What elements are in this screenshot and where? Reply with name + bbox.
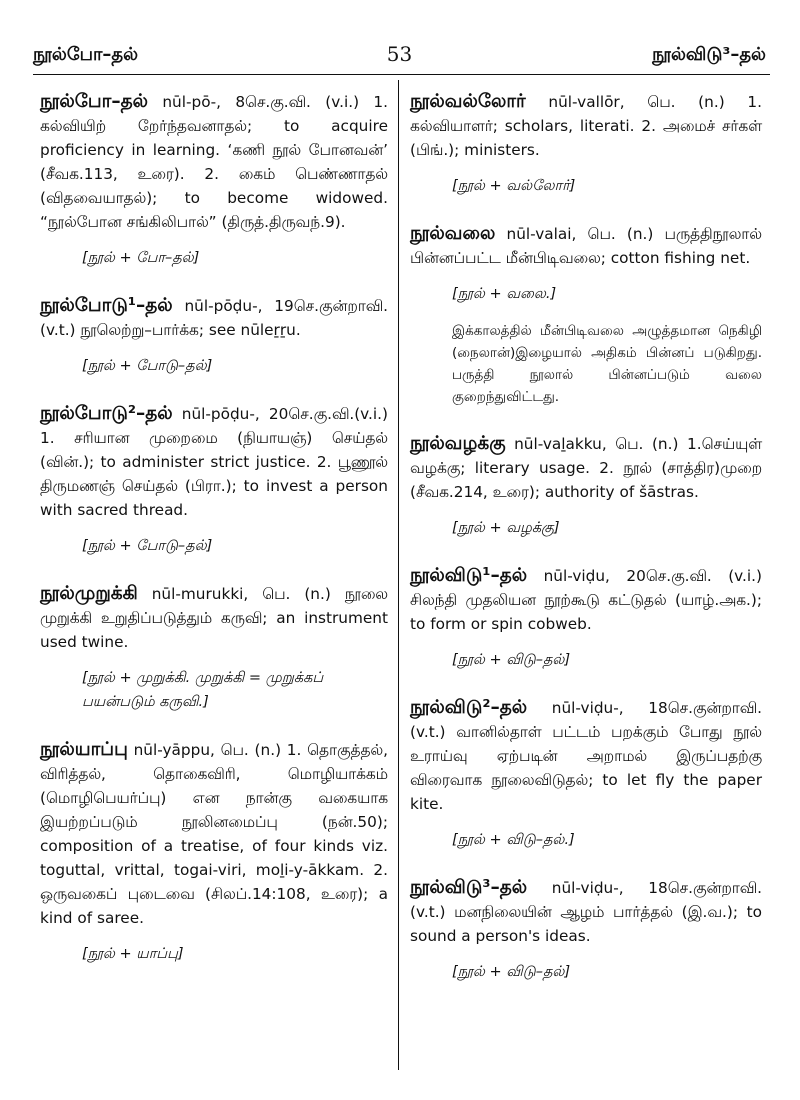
entry-headword: நூல்விடு²–தல் bbox=[410, 697, 528, 718]
entry-etymology: [நூல் + போடு–தல்] bbox=[82, 358, 213, 374]
entry-body bbox=[40, 402, 388, 522]
dictionary-entry bbox=[40, 294, 388, 378]
entry-headword: நூல்விடு³–தல் bbox=[410, 877, 528, 898]
entry-headword: நூல்யாப்பு bbox=[40, 739, 128, 760]
dictionary-entry bbox=[40, 738, 388, 966]
entry-headword: நூல்போடு¹–தல் bbox=[40, 295, 173, 316]
entry-etymology: [நூல் + முறுக்கி. முறுக்கி = முறுக்கப் பயன்படும் கருவி.] bbox=[82, 670, 324, 710]
entry-definition: nūl-vaḻakku, பெ. (n.) 1.செய்யுள் வழக்கு; literary usage. 2. நூல் (சாத்திர)முறை (சீவக.214, உரை); authority of šāstras. bbox=[410, 435, 762, 501]
entry-etymology: [நூல் + வல்லோர்] bbox=[452, 178, 576, 194]
entry-body bbox=[40, 294, 388, 342]
entry-etymology: [நூல் + விடு–தல்.] bbox=[452, 832, 575, 848]
entry-headword: நூல்வலை bbox=[410, 223, 496, 244]
entry-body bbox=[410, 222, 762, 270]
entry-definition: nūl-viḍu-, 18செ.குன்றாவி. (v.t.) வானில்தாள் பட்டம் பறக்கும் போது நூல் உராய்வு ஏற்படின் அறாமல் இருப்பதற்கு விரைவாக நூலைவிடுதல்; to let fly the paper kite. bbox=[410, 699, 762, 813]
entry-note: இக்காலத்தில் மீன்பிடிவலை அழுத்தமான நெகிழி (நைலான்)இழையால் அதிகம் பின்னப் படுகிறது. பருத்தி நூலால் பின்னப்படும் வலை குறைந்துவிட்டது. bbox=[452, 323, 762, 405]
header-rule bbox=[33, 74, 770, 75]
entry-body bbox=[410, 696, 762, 816]
entry-etymology: [நூல் + விடு–தல்] bbox=[452, 964, 571, 980]
entry-definition: nūl-valai, பெ. (n.) பருத்திநூலால் பின்னப்பட்ட மீன்பிடிவலை; cotton fishing net. bbox=[410, 225, 762, 267]
entry-body bbox=[40, 90, 388, 234]
entry-headword: நூல்முறுக்கி bbox=[40, 583, 138, 604]
entry-body bbox=[410, 876, 762, 948]
dictionary-entry bbox=[40, 582, 388, 714]
dictionary-entry bbox=[410, 432, 762, 540]
entry-definition: nūl-viḍu-, 18செ.குன்றாவி. (v.t.) மனநிலையின் ஆழம் பார்த்தல் (இ.வ.); to sound a person's ideas. bbox=[410, 879, 762, 945]
entry-body bbox=[410, 90, 762, 162]
dictionary-entry bbox=[410, 90, 762, 198]
dictionary-entry bbox=[40, 90, 388, 270]
entry-definition: nūl-pōḍu-, 19செ.குன்றாவி. (v.t.) நூலெற்று–பார்க்க; see nūleṟṟu. bbox=[40, 297, 388, 339]
dictionary-entry bbox=[410, 696, 762, 852]
entry-etymology: [நூல் + யாப்பு] bbox=[82, 946, 184, 962]
page-header bbox=[33, 44, 766, 74]
entry-definition: nūl-yāppu, பெ. (n.) 1. தொகுத்தல், விரித்தல், தொகைவிரி, மொழியாக்கம் (மொழிபெயர்ப்பு) என நான்கு வகையாக இயற்றப்படும் நூலினமைப்பு (நன்.50); composition of a treatise, of four kinds viz. toguttal, vrittal, togai-viri, moḻi-y-ākkam. 2. ஒருவகைப் புடைவை (சிலப்.14:108, உரை); a kind of saree. bbox=[40, 741, 388, 927]
entry-etymology: [நூல் + விடு–தல்] bbox=[452, 652, 571, 668]
running-head-right: நூல்விடு³–தல் bbox=[652, 44, 766, 65]
left-column bbox=[40, 90, 388, 990]
entry-definition: nūl-pōḍu-, 20செ.கு.வி.(v.i.) 1. சரியான முறைமை (நியாயஞ்) செய்தல் (வின்.); to administer strict justice. 2. பூணூல் திருமணஞ் செய்தல் (பிரா.); to invest a person with sacred thread. bbox=[40, 405, 388, 519]
entry-definition: nūl-pō-, 8செ.கு.வி. (v.i.) 1. கல்வியிற் றேர்ந்தவனாதல்; to acquire proficiency in learning. ‘கணி நூல் போனவன்’ (சீவக.113, உரை). 2. கைம் பெண்ணாதல் (விதவையாதல்); to become widowed. “நூல்போன சங்கிலிபால்” (திருத்.திருவந்.9). bbox=[40, 93, 388, 231]
dictionary-entry bbox=[410, 876, 762, 984]
column-divider bbox=[398, 80, 399, 1070]
entry-headword: நூல்போடு²–தல் bbox=[40, 403, 173, 424]
entry-etymology: [நூல் + போடு–தல்] bbox=[82, 538, 213, 554]
entry-definition: nūl-vallōr, பெ. (n.) 1. கல்வியாளர்; scholars, literati. 2. அமைச் சர்கள் (பிங்.); ministers. bbox=[410, 93, 762, 159]
running-head-left: நூல்போ–தல் bbox=[33, 44, 139, 65]
entry-etymology: [நூல் + போ–தல்] bbox=[82, 250, 200, 266]
entry-body bbox=[410, 564, 762, 636]
dictionary-entry bbox=[410, 222, 762, 408]
right-column bbox=[410, 90, 762, 1008]
entry-headword: நூல்போ–தல் bbox=[40, 91, 149, 112]
dictionary-entry bbox=[40, 402, 388, 558]
entry-definition: nūl-viḍu, 20செ.கு.வி. (v.i.) சிலந்தி முதலியன நூற்கூடு கட்டுதல் (யாழ்.அக.); to form or spin cobweb. bbox=[410, 567, 762, 633]
entry-body bbox=[410, 432, 762, 504]
entry-headword: நூல்வல்லோர் bbox=[410, 91, 526, 112]
entry-body bbox=[40, 738, 388, 930]
entry-definition: nūl-murukki, பெ. (n.) நூலை முறுக்கி உறுதிப்படுத்தும் கருவி; an instrument used twine. bbox=[40, 585, 388, 651]
entry-etymology: [நூல் + வலை.] bbox=[452, 286, 557, 302]
page-number: 53 bbox=[386, 42, 413, 66]
entry-headword: நூல்விடு¹–தல் bbox=[410, 565, 528, 586]
entry-body bbox=[40, 582, 388, 654]
entry-etymology: [நூல் + வழக்கு] bbox=[452, 520, 560, 536]
dictionary-entry bbox=[410, 564, 762, 672]
entry-headword: நூல்வழக்கு bbox=[410, 433, 506, 454]
